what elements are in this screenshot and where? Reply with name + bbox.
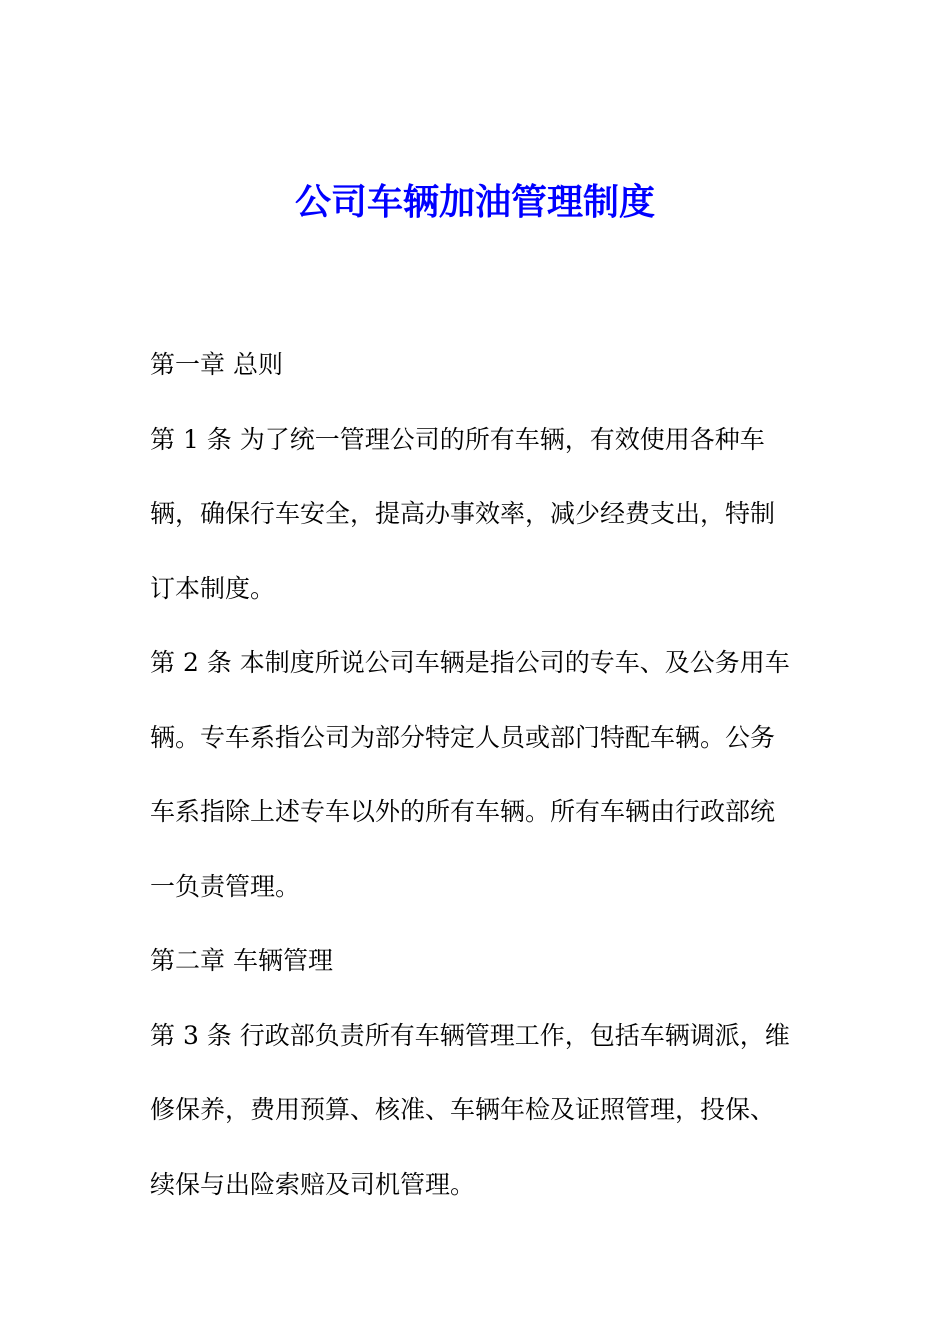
article-3-line-1: 第 3 条 行政部负责所有车辆管理工作，包括车辆调派，维: [150, 1020, 790, 1050]
article-1-line-2: 辆，确保行车安全，提高办事效率，减少经费支出，特制: [150, 499, 776, 528]
document-title: 公司车辆加油管理制度: [294, 182, 655, 223]
article-3-line-3: 续保与出险索赔及司机管理。: [150, 1169, 476, 1199]
article-1-line-3: 订本制度。: [150, 573, 276, 603]
document-body: [150, 328, 810, 1222]
article-2-line-1: 第 2 条 本制度所说公司车辆是指公司的专车、及公务用车: [150, 648, 790, 677]
chapter-2-heading: 第二章 车辆管理: [150, 946, 333, 975]
chapter-1-heading: 第一章 总则: [150, 350, 283, 379]
article-2-line-3: 车系指除上述专车以外的所有车辆。所有车辆由行政部统: [150, 797, 776, 826]
article-3-line-2: 修保养，费用预算、核准、车辆年检及证照管理，投保、: [150, 1095, 776, 1124]
article-2-line-2: 辆。专车系指公司为部分特定人员或部门特配车辆。公务: [150, 722, 776, 752]
article-2-line-4: 一负责管理。: [150, 871, 301, 901]
article-1-line-1: 第 1 条 为了统一管理公司的所有车辆，有效使用各种车: [150, 424, 765, 454]
